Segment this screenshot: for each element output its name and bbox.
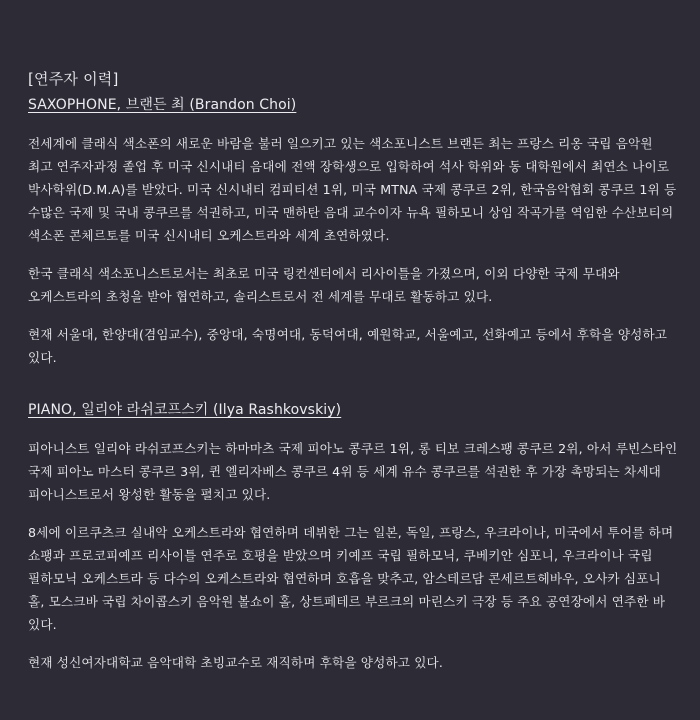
section-heading: [연주자 이력] xyxy=(28,70,119,88)
profile-document xyxy=(28,68,678,689)
performer-name: SAXOPHONE, 브랜든 최 (Brandon Choi) xyxy=(28,97,297,113)
performer-name: PIANO, 일리야 라쉬코프스키 (Ilya Rashkovskiy) xyxy=(28,402,342,418)
performer-piano xyxy=(28,399,678,674)
performer-saxophone xyxy=(28,94,678,369)
paragraph: 현재 서울대, 한양대(겸임교수), 중앙대, 숙명여대, 동덕여대, 예원학교, 서울예고, 선화예고 등에서 후학을 양성하고 있다. xyxy=(28,327,668,365)
paragraph: 8세에 이르쿠츠크 실내악 오케스트라와 협연하며 데뷔한 그는 일본, 독일, 프랑스, 우크라이나, 미국에서 투어를 하며 쇼팽과 프로코피예프 리사이틀 연주로 호평을 받았으며 키예프 국립 필하모닉, 쿠베키안 심포니, 우크라이나 국립 필하모닉 오케스트라 등 다수의 오케스트라와 협연하며 호흡을 맞추고, 암스테르담 콘세르트헤바우, 오사카 심포니 홀, 모스크바 국립 차이콥스키 음악원 볼쇼이 홀, 상트페테르 부르크의 마린스키 극장 등 주요 공연장에서 연주한 바 있다. xyxy=(28,525,674,632)
paragraph: 한국 클래식 색소포니스트로서는 최초로 미국 링컨센터에서 리사이틀을 가졌으며, 이외 다양한 국제 무대와 오케스트라의 초청을 받아 협연하고, 솔리스트로서 전 세계를 무대로 활동하고 있다. xyxy=(28,266,620,304)
paragraph: 전세계에 클래식 색소폰의 새로운 바람을 불러 일으키고 있는 색소포니스트 브랜든 최는 프랑스 리옹 국립 음악원 최고 연주자과정 졸업 후 미국 신시내티 음대에 전액 장학생으로 입학하여 석사 학위와 동 대학원에서 최연소 나이로 박사학위(D.M.A)를 받았다. 미국 신시내티 컴피티션 1위, 미국 MTNA 국제 콩쿠르 2위, 한국음악협회 콩쿠르 1위 등 수많은 국제 및 국내 콩쿠르를 석권하고, 미국 맨하탄 음대 교수이자 뉴욕 필하모니 상임 작곡가를 역임한 수산보티의 색소폰 콘체르토를 미국 신시내티 오케스트라와 세계 초연하였다. xyxy=(28,136,677,243)
paragraph: 현재 성신여자대학교 음악대학 초빙교수로 재직하며 후학을 양성하고 있다. xyxy=(28,655,444,670)
paragraph: 피아니스트 일리야 라쉬코프스키는 하마마츠 국제 피아노 콩쿠르 1위, 롱 티보 크레스팽 콩쿠르 2위, 아서 루빈스타인 국제 피아노 마스터 콩쿠르 3위, 퀸 엘리자베스 콩쿠르 4위 등 세계 유수 콩쿠르를 석권한 후 가장 촉망되는 차세대 피아니스트로서 왕성한 활동을 펼치고 있다. xyxy=(28,441,678,502)
